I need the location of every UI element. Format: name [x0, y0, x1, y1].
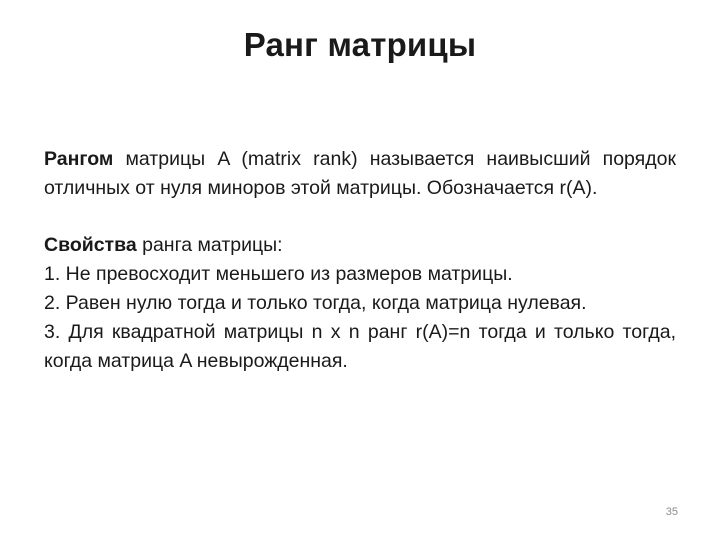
- page-number: 35: [665, 506, 678, 518]
- slide-title: Ранг матрицы: [243, 26, 477, 63]
- properties-heading-rest: ранга матрицы:: [136, 234, 283, 256]
- property-item-2: 2. Равен нулю тогда и только тогда, когда матрица нулевая.: [44, 292, 587, 314]
- properties-heading: [44, 231, 676, 260]
- property-item-3: 3. Для квадратной матрицы n x n ранг r(A)=n тогда и только тогда, когда матрица A невырожденная.: [44, 321, 676, 372]
- definition-text: матрицы A (matrix rank) называется наивысший порядок отличных от нуля миноров этой матрицы. Обозначается r(A).: [44, 148, 676, 199]
- properties-heading-bold: Свойства: [44, 234, 137, 256]
- definition-term: Рангом: [44, 148, 114, 170]
- definition-paragraph: [44, 145, 676, 203]
- property-item-1: 1. Не превосходит меньшего из размеров матрицы.: [44, 263, 513, 285]
- properties-section: [44, 231, 676, 376]
